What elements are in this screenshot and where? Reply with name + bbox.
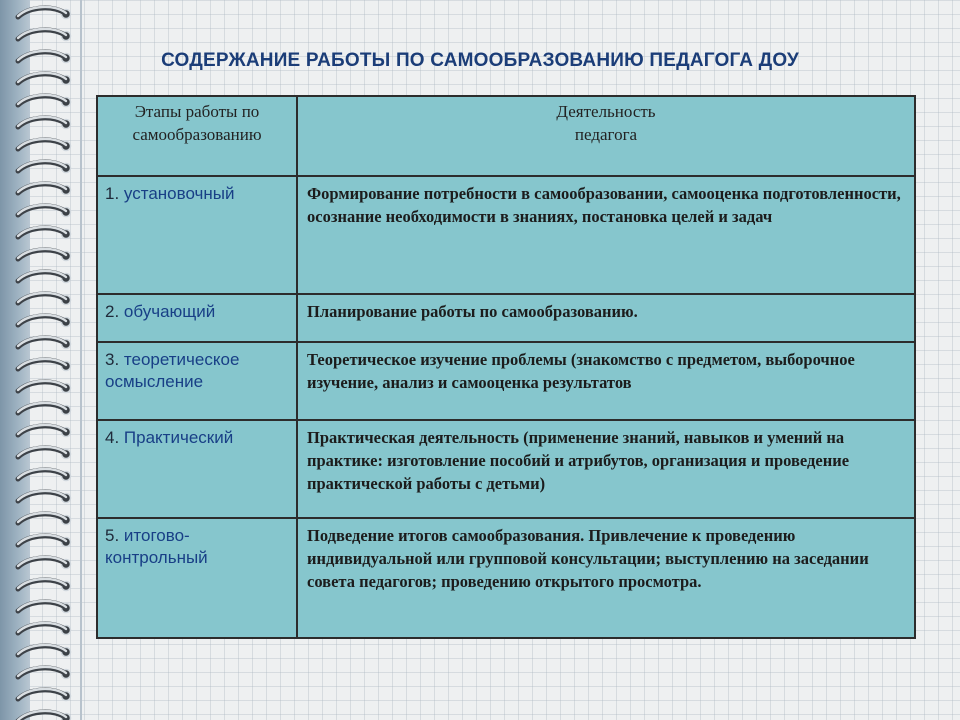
spiral-ring <box>18 623 71 635</box>
activity-cell: Теоретическое изучение проблемы (знакомство с предметом, выборочное изучение, анализ и самооценка результатов <box>297 342 915 420</box>
spiral-ring <box>18 227 71 239</box>
spiral-ring <box>18 711 71 720</box>
stage-number: 4. <box>105 428 120 447</box>
spiral-ring <box>18 161 71 173</box>
spiral-ring <box>18 469 71 481</box>
spiral-ring <box>18 601 71 613</box>
table-row <box>97 176 915 294</box>
header-activity-line1: Деятельность <box>556 102 656 121</box>
self-education-table <box>96 95 916 639</box>
spiral-ring <box>18 249 71 261</box>
spiral-ring <box>18 359 71 371</box>
activity-cell: Формирование потребности в самообразовании, самооценка подготовленности, осознание необходимости в знаниях, постановка целей и задач <box>297 176 915 294</box>
spiral-ring <box>18 645 71 657</box>
spiral-ring <box>18 425 71 437</box>
spiral-ring <box>18 535 71 547</box>
activity-cell: Практическая деятельность (применение знаний, навыков и умений на практике: изготовление пособий и атрибутов, организация и проведение практической работы с детьми) <box>297 420 915 518</box>
spiral-ring <box>18 491 71 503</box>
spiral-binding <box>0 0 80 720</box>
activity-cell: Подведение итогов самообразования. Привлечение к проведению индивидуальной или групповой консультации; выступлению на заседании совета педагогов; проведению открытого просмотра. <box>297 518 915 638</box>
spiral-ring <box>18 579 71 591</box>
notebook-margin-line <box>80 0 82 720</box>
spiral-ring <box>18 139 71 151</box>
stage-cell <box>97 420 297 518</box>
spiral-ring <box>18 381 71 393</box>
header-stages-line1: Этапы работы по <box>134 102 260 121</box>
activity-cell: Планирование работы по самообразованию. <box>297 294 915 342</box>
stage-cell <box>97 518 297 638</box>
stage-cell <box>97 342 297 420</box>
stage-number: 5. <box>105 526 120 545</box>
spiral-ring <box>18 447 71 459</box>
spiral-ring <box>18 73 71 85</box>
header-stages <box>97 96 297 176</box>
header-stages-line2: самообразованию <box>132 124 262 144</box>
table-row <box>97 342 915 420</box>
stage-name: установочный <box>123 184 235 203</box>
stage-number: 3. <box>105 350 120 369</box>
spiral-ring <box>18 557 71 569</box>
spiral-ring <box>18 271 71 283</box>
table-row <box>97 420 915 518</box>
stage-number: 1. <box>105 184 120 203</box>
spiral-ring <box>18 29 71 41</box>
spiral-ring <box>18 95 71 107</box>
stage-cell <box>97 176 297 294</box>
spiral-ring <box>18 689 71 701</box>
spiral-ring <box>18 293 71 305</box>
table-header-row <box>97 96 915 176</box>
stage-name: обучающий <box>123 302 216 321</box>
spiral-ring <box>18 183 71 195</box>
stage-number: 2. <box>105 302 120 321</box>
spiral-ring <box>18 315 71 327</box>
header-activity <box>297 96 915 176</box>
table-row <box>97 294 915 342</box>
spiral-ring <box>18 7 71 19</box>
stage-name: Практический <box>123 428 234 447</box>
spiral-ring <box>18 403 71 415</box>
header-activity-line2: педагога <box>574 124 638 144</box>
spiral-ring <box>18 337 71 349</box>
stage-name: итогово-контрольный <box>105 526 208 568</box>
spiral-ring <box>18 117 71 129</box>
spiral-ring <box>18 205 71 217</box>
page-title: СОДЕРЖАНИЕ РАБОТЫ ПО САМООБРАЗОВАНИЮ ПЕДАГОГА ДОУ <box>161 50 799 71</box>
spiral-ring <box>18 513 71 525</box>
spiral-ring <box>18 667 71 679</box>
stage-cell <box>97 294 297 342</box>
table-row <box>97 518 915 638</box>
stage-name: теоретическое осмысление <box>105 350 240 392</box>
